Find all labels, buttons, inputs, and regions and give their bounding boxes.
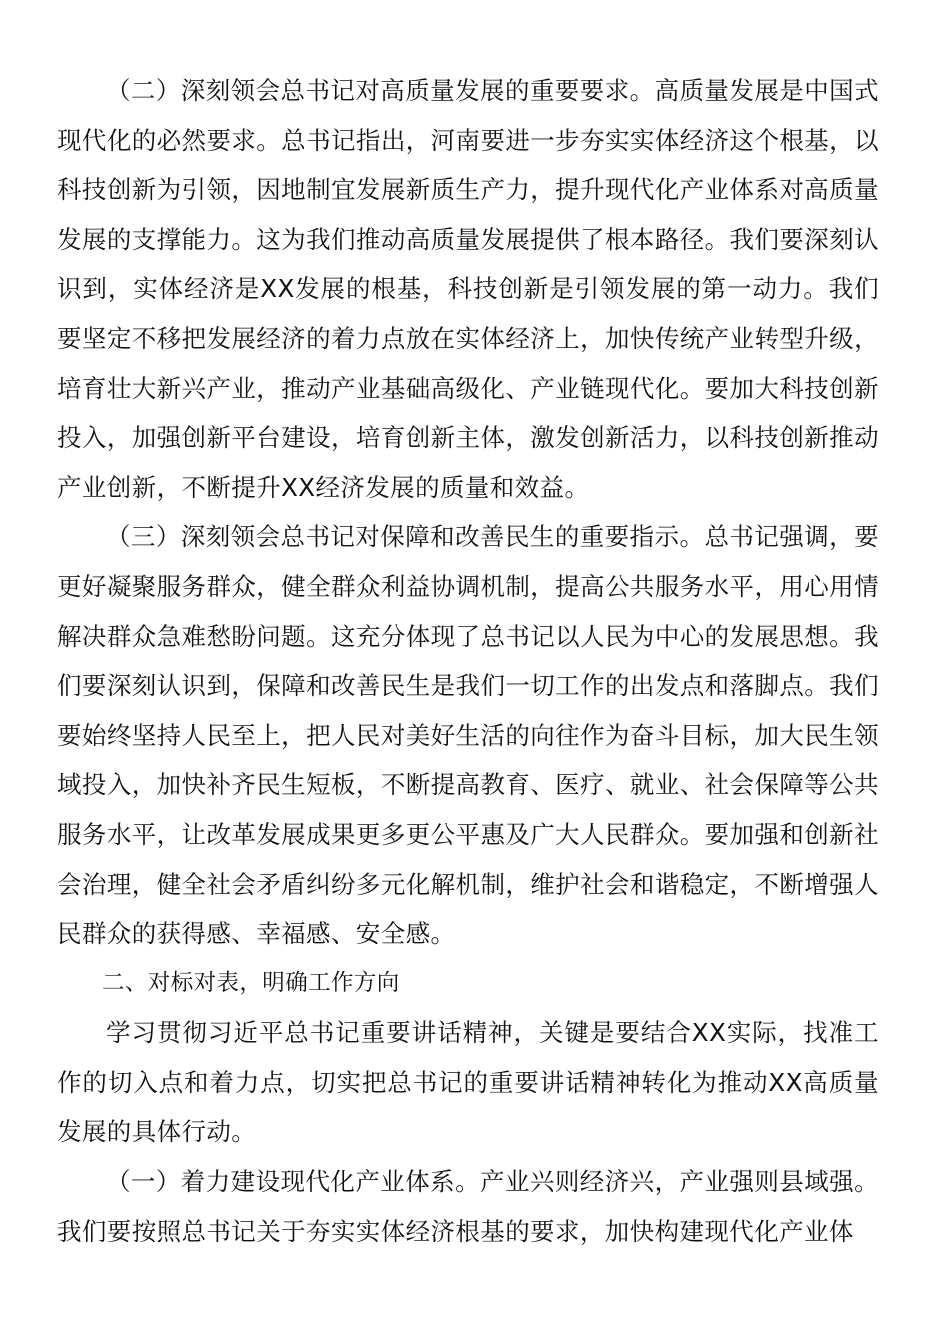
section-heading: 二、对标对表，明确工作方向 [102, 969, 400, 996]
paragraph-high-quality-development: （二）深刻领会总书记对高质量发展的重要要求。高质量发展是中国式现代化的必然要求。总书记指出，河南要进一步夯实实体经济这个根基，以科技创新为引领，因地制宜发展新质生产力，提升现代化产业体系对高质量发展的支撑能力。这为我们推动高质量发展提供了根本路径。我们要深刻认识到，实体经济是XX发展的根基，科技创新是引领发展的第一动力。我们要坚定不移把发展经济的着力点放在实体经济上，加快传统产业转型升级，培育壮大新兴产业，推动产业基础高级化、产业链现代化。要加大科技创新投入，加强创新平台建设，培育创新主体，激发创新活力，以科技创新推动产业创新，不断提升XX经济发展的质量和效益。 [57, 76, 879, 502]
document-body [57, 66, 879, 1256]
paragraph-livelihood: （三）深刻领会总书记对保障和改善民生的重要指示。总书记强调，要更好凝聚服务群众，健全群众利益协调机制，提高公共服务水平，用心用情解决群众急难愁盼问题。这充分体现了总书记以人民为中心的发展思想。我们要深刻认识到，保障和改善民生是我们一切工作的出发点和落脚点。我们要始终坚持人民至上，把人民对美好生活的向往作为奋斗目标，加大民生领域投入，加快补齐民生短板，不断提高教育、医疗、就业、社会保障等公共服务水平，让改革发展成果更多更公平惠及广大人民群众。要加强和创新社会治理，健全社会矛盾纠纷多元化解机制，维护社会和谐稳定，不断增强人民群众的获得感、幸福感、安全感。 [57, 522, 879, 949]
paragraph-section-intro: 学习贯彻习近平总书记重要讲话精神，关键是要结合XX实际，找准工作的切入点和着力点，切实把总书记的重要讲话精神转化为推动XX高质量发展的具体行动。 [57, 1018, 879, 1147]
paragraph-industry-system: （一）着力建设现代化产业体系。产业兴则经济兴，产业强则县域强。我们要按照总书记关于夯实实体经济根基的要求，加快构建现代化产业体 [57, 1167, 879, 1246]
